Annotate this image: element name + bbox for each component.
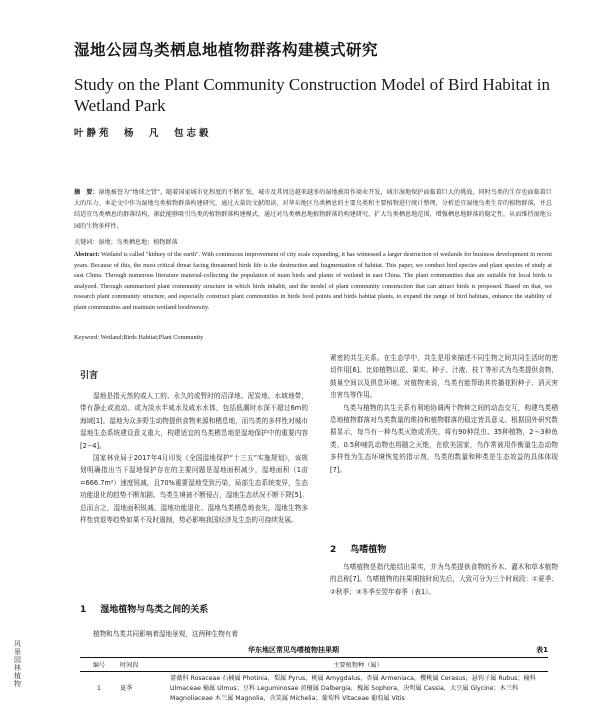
keywords-en: Keyword: Wetland;Birds Habitat;Plant Community [74, 334, 204, 341]
paper-title-en: Study on the Plant Community Construction Model of Bird Habitat in Wetland Park [74, 75, 550, 115]
table-header-row [80, 658, 548, 672]
table-cell-no: 1 [97, 685, 101, 693]
right-column [330, 352, 558, 476]
section-intro-title: 引言 [80, 371, 99, 381]
section-2-title-text: 鸟嗜植物 [350, 545, 387, 555]
section-1-paragraph: 植物和鸟类共同影响着湿地景观，这两种生物有着 [93, 630, 239, 638]
section-2-number: 2 [330, 545, 337, 555]
paper-title-cn: 湿地公园鸟类栖息地植物群落构建模式研究 [74, 41, 379, 59]
section-1-number: 1 [80, 605, 87, 615]
abstract-cn-label: 摘 要： [74, 189, 99, 196]
section-2-body [330, 561, 558, 598]
paper-authors: 叶静苑 杨 凡 包志毅 [74, 128, 212, 139]
abstract-en-text: Wetland is called "kidney of the earth". With continuous improvement of city scale expanding, it has witnessed a larger destruction of wetlands for business development in recent years. Because of this, the most critical threat facing threatened birds life is the destruction and fragmentation of habitat. This paper, we conduct bird species and plant species of study at east China. Through numerous literature material-collecting the population of main birds and plants of wetland in east China. The plant communities that are suitable for local birds is analyzed. Through summarized plant community structure in which birds inhabit, and the model of plant community construction that can attract birds is proposed. Based on that, we research plant community structure, and especially construct plant communities in birds food points and birds habitat plants, to expand the range of bird habitats, enhance the stability of plant communities and maintain wetland biodiversity. [74, 251, 552, 311]
table-header-species: 主要植物种（属） [168, 658, 548, 672]
table-title: 华东地区常见鸟嗜植物挂果期 [248, 646, 339, 654]
table-number: 表1 [536, 646, 548, 654]
section-2-paragraph: 鸟嗜植物是指代能结出果实，并为鸟类提供食物的乔木、灌木和草本植物的总称[7]。鸟嗜植物的挂果期按时间先后，大致可分为三个时间段：①夏季；②秋季；③冬季至翌年春季（表1）。 [330, 563, 558, 596]
abstract-cn [74, 187, 552, 232]
abstract-cn-text: 湿地被誉为“地球之肾”。随着国家城市化程度的不断扩张，城市及其周边越来越多的湿地被用作商业开发，城市湿地保护面临着巨大的挑战，同时鸟类的生存也面临着巨大的压力。本论文中作为湿地鸟类植物群落构建研究，通过大量的文献阅读，对华东地区鸟类栖息的主要鸟类和主要植物进行统计整理，分析适宜湿地鸟类生存的植物群落，并总结适宜鸟类栖息的群落结构，据此能够吸引鸟类的植物群落构建模式，通过对鸟类栖息地植物群落的构建研究，扩大鸟类栖息地范围，增强栖息地群落的稳定性，从而维持湿地公园的生物多样性。 [74, 189, 552, 230]
table-header-period: 时间段 [118, 658, 168, 672]
abstract-en [74, 250, 552, 314]
keywords-cn: 关键词：湿地；鸟类栖息地；植物群落 [74, 239, 178, 246]
section-1-title [80, 602, 208, 615]
section-1-title-text: 湿地植物与鸟类之间的关系 [100, 605, 209, 615]
table-cell-period: 夏季 [120, 685, 133, 693]
table-row [80, 672, 548, 707]
left-column [80, 390, 308, 526]
intro-paragraph-1: 湿地是指天然的或人工的、永久的或暂时的沼泽地、泥炭地、水域地带，带有静止或流动、或为淡水半咸水及咸水水体，包括低潮时水深不超过6m的海域[1]。湿地为众多野生动物提供食物来源和栖息地，而鸟类的多样性对城市湿地生态系统建设意义重大，构建适宜的鸟类栖息地是湿地保护中的重要内容[2−4]。 [80, 392, 308, 450]
abstract-en-label: Abstract: [74, 251, 100, 258]
fruiting-period-table [80, 657, 548, 707]
table-cell-species: 蔷薇科 Rosaceae 石楠属 Photinia，梨属 Pyrus，桃属 Amygdalus，杏属 Armeniaca，樱桃属 Cerasus，悬钩子属 Rubus；榆科 Ulmaceae 榆属 Ulmus；豆科 Leguminosae 黄檀属 Dalbergia，槐属 Sophora，决明属 Cassia，大豆属 Glycine；木兰科 Magnoliaceae 木兰属 Magnolia，含笑属 Michelia；葡萄科 Vitaceae 葡萄属 Vitis [170, 675, 536, 703]
section-2-title [330, 542, 386, 555]
right-paragraph-1: 紧密的共生关系。在生态学中，共生是用来描述不同生物之间共同生活时的密切作用[6]。比如植物以花、果实、种子、汁液、枝丫等形式为鸟类提供食物，鼓巢空间以及俱息环境。对植物来说，鸟类有能帮助其传播花粉种子、消灭害虫害鸟等作用。 [330, 354, 558, 400]
right-paragraph-2: 鸟类与植物的共生关系有利地协调两个物种之间的动态交互，构建鸟类栖息地植物群落对鸟类数量的维持和植物群落的稳定皆具意义。根据国外研究数据显示，每当有一种鸟类灭绝或消失，将有90种昆虫、35种植物，2～3种鱼类、0.5种哺乳动物也将随之灭绝，在欧美国家，鸟作常被用作衡量生态动物多样性为生态环境恢复的指示剂，鸟类的数量和种类是生态效益的具体体现[7]。 [330, 403, 558, 474]
table-header-no: 编号 [80, 658, 118, 672]
side-label: 风景园林植物 [14, 640, 21, 688]
intro-paragraph-2: 国家林业局于2017年4月印发《全国湿地保护“十三五”实施规划》，该规划明确指出当下湿地保护存在的主要问题是湿地面积减少，湿地面积（1亩=666.7m²）速度锐减，且70%重要湿地受到污染，局部生态系统变异，生态功能退化的趋势不断加剧。鸟类生境被不断侵占，湿地生态状况不断下降[5]。总而言之，湿地面积锐减、湿地功能退化、湿地鸟类栖息地丧失，湿地生物多样性衰退等趋势如果不及时遏制，势必影响我国经济及生态的可持续发展。 [80, 454, 308, 525]
